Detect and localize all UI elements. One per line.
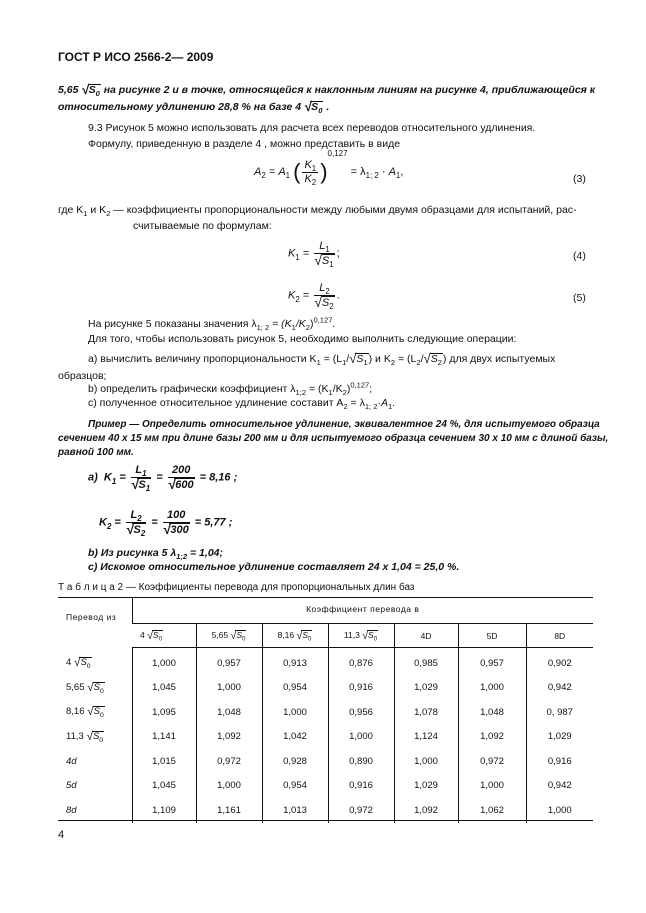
op-a-r1s: 1 [363, 358, 368, 368]
op-a-s2: 2 [390, 358, 396, 368]
column-header-7 [526, 624, 593, 648]
table-cell: 0,972 [328, 798, 394, 823]
row-label-5-coef: 4d [66, 755, 77, 767]
calc-b-sub: 1;2 [176, 552, 188, 562]
eq3-den: K [304, 172, 312, 185]
calc-k2-num: L [130, 509, 138, 521]
fig5-e: . [332, 318, 336, 330]
calc-k2-den: S [133, 523, 141, 536]
column-header-1-radical: √ [147, 629, 153, 642]
row-label [58, 676, 132, 701]
row-label-2-radical: √ [87, 679, 94, 694]
calc-c: c) Искомое относительное удлинение составляет 24 х 1,04 = 25,0 %. [88, 561, 460, 573]
op-a-l2: 2 [416, 358, 421, 368]
calc-k2-fraction: $\frac{L_2}{√S_2}$ [125, 509, 146, 538]
eq4-num: L [319, 240, 326, 252]
table-cell: 0,954 [262, 676, 328, 701]
op-a-slash: / [346, 353, 350, 365]
fig5-c: /K [295, 318, 306, 330]
op-c [88, 397, 396, 412]
column-header-2-label [211, 629, 247, 643]
table-caption: Т а б л и ц а 2 — Коэффициенты перевода для пропорциональных длин баз [58, 582, 415, 593]
table-cell: 1,092 [458, 725, 526, 750]
column-header-3-root: S [302, 629, 308, 640]
table-cell: 0,890 [328, 749, 394, 774]
period: . [326, 101, 330, 113]
column-header-3-label [277, 629, 313, 643]
where-line1 [58, 204, 577, 219]
left-paren: ( [293, 159, 301, 185]
table-cell: 0,942 [526, 676, 593, 701]
conversion-table [58, 598, 593, 823]
row-label-1-root-sub: 0 [86, 662, 91, 670]
column-header-3-radical: √ [296, 629, 303, 642]
calc-k2-fraction2: $\frac{100}{√300}$ [162, 509, 189, 537]
table-cell: 0,913 [262, 648, 328, 676]
column-header-5-label [421, 631, 432, 641]
row-label-3-root: S [93, 706, 100, 718]
eq4-den: S [321, 254, 330, 267]
column-header-3-coef: 8,16 [277, 629, 297, 640]
table-cell: 1,078 [394, 700, 458, 725]
where-line2: считываемые по формулам: [133, 220, 272, 232]
row-label-1-radical: √ [73, 655, 81, 670]
row-label-4-radicand [92, 731, 104, 742]
table-cell: 0,916 [328, 676, 394, 701]
eq5-num: L [319, 282, 326, 294]
op-a-eq2: = (L [395, 353, 417, 365]
table-cell: 1,000 [196, 676, 262, 701]
table-cell: 0,902 [526, 648, 593, 676]
table-cell: 1,042 [262, 725, 328, 750]
table-cell: 1,015 [132, 749, 196, 774]
op-b-c: /K [332, 383, 343, 395]
table-cell: 1,000 [458, 676, 526, 701]
eq5-num-sub: 2 [325, 287, 330, 297]
eq3-comma: , [400, 166, 404, 179]
table-cell: 0,972 [196, 749, 262, 774]
op-a-r1: S [356, 353, 364, 365]
calc-b [88, 547, 223, 562]
table-cell: 0, 987 [526, 700, 593, 725]
row-label-4-root: S [92, 730, 100, 742]
column-header-3 [262, 624, 328, 648]
calc-a-eq2: = [156, 471, 163, 484]
calc-a-num-sub: 1 [142, 469, 147, 479]
eq4-lhs: K [288, 247, 296, 260]
table-cell: 1,000 [132, 648, 196, 676]
table-cell: 1,141 [132, 725, 196, 750]
calc-k2-num2: 100 [163, 509, 190, 523]
row-label [58, 749, 132, 774]
op-c-end: ·A [377, 397, 388, 409]
op-b-end: ; [369, 383, 373, 395]
calc-k2-den2: 300 [170, 523, 189, 536]
row-label-3-root-sub: 0 [100, 712, 104, 720]
eq3-lhs: A [254, 166, 262, 179]
eq4-fraction: $\frac{L_1}{√S_1}$ [314, 240, 334, 269]
eq4-end: ; [336, 247, 340, 260]
op-c-sub2: 1; 2 [364, 402, 378, 412]
table-body [58, 648, 593, 823]
column-header-2-radicand [235, 629, 246, 643]
example-line2: сечением 40 х 15 мм при длине базы 200 мм и для испытуемого образца сечением 30 х 10 мм с длиной базы, [58, 433, 609, 444]
example-line1: Пример — Определить относительное удлинение, эквивалентное 24 %, для испытуемого образца [88, 419, 600, 430]
row-label-2-label [66, 679, 105, 695]
calc-a-label: а) [88, 471, 98, 484]
row-label-1-root: S [80, 657, 87, 669]
row-label [58, 774, 132, 799]
fig5-line1 [88, 315, 336, 333]
equation-5 [288, 282, 340, 309]
row-label-2-coef: 5,65 [66, 681, 88, 693]
where-sub1: 1 [83, 209, 88, 219]
table-cell: 0,876 [328, 648, 394, 676]
column-header-4-label [343, 629, 378, 643]
calc-k2-lhs: K [99, 516, 107, 529]
calc-b-end: = 1,04; [187, 547, 223, 559]
table-row [58, 725, 593, 750]
table-cell: 1,013 [262, 798, 328, 823]
op-c-mid: = λ [347, 397, 365, 409]
table-cell: 1,161 [196, 798, 262, 823]
table-cell: 0,942 [526, 774, 593, 799]
equation-3 [254, 149, 404, 187]
op-b-text: b) определить графически коэффициент λ [88, 383, 296, 395]
calc-a-lhs: K [103, 471, 112, 484]
column-header-2 [196, 624, 262, 648]
top-paragraph-line1 [58, 83, 595, 97]
calc-a-lhs-sub: 1 [111, 476, 117, 486]
column-header-4-radical: √ [362, 629, 369, 642]
op-b-mid: = (K [306, 383, 329, 395]
top-paragraph-line2 [58, 100, 329, 114]
column-header-1-root-sub: 0 [158, 635, 162, 643]
row-label [58, 648, 132, 676]
column-header-7-coef: 8D [554, 630, 566, 641]
calc-a-num2: 200 [168, 464, 195, 478]
eq3-rhs-end: · A [381, 166, 396, 179]
calc-a [88, 464, 237, 491]
eq3-num-sub: 1 [311, 164, 317, 174]
table-row [58, 774, 593, 799]
equation-3-number: (3) [573, 173, 586, 185]
column-header-2-radical: √ [230, 629, 237, 642]
equation-4-number: (4) [573, 250, 586, 262]
column-header-1-coef: 4 [140, 629, 148, 640]
equation-4 [288, 240, 340, 267]
column-header-7-label [554, 631, 565, 641]
column-header-6-label [487, 631, 498, 641]
top-paragraph-text1: на рисунке 2 и в точке, относящейся к наклонным линиям на рисунке 4, приближающейся к [103, 84, 596, 96]
row-label [58, 700, 132, 725]
eq3-fraction [302, 159, 318, 185]
column-header-3-radicand [301, 629, 312, 643]
eq3-num: K [304, 159, 312, 171]
row-label-5-label [66, 756, 77, 767]
row-label-2-radicand [93, 682, 105, 693]
eq5-lhs-sub: 2 [295, 294, 300, 304]
table-cell: 1,092 [196, 725, 262, 750]
row-label-4-label [66, 728, 104, 744]
fig5-exp: 0,127 [313, 315, 333, 325]
fig5-s2: 2 [305, 323, 310, 333]
op-b-s1: 1 [328, 388, 333, 398]
table-cell: 1,045 [132, 676, 196, 701]
column-header-2-root: S [236, 629, 242, 640]
table-cell: 1,000 [328, 725, 394, 750]
op-a-eq1: = (L [320, 353, 343, 365]
table-cell: 1,045 [132, 774, 196, 799]
column-header-5-coef: 4D [420, 630, 432, 641]
row-label-3-coef: 8,16 [66, 706, 88, 718]
calc-a-den: S [138, 478, 146, 491]
eq3-rhs: = λ [350, 166, 366, 179]
root-sub: 0 [95, 89, 100, 99]
eq4-equals: = [302, 247, 310, 260]
row-label-2-root-sub: 0 [100, 687, 104, 695]
column-header-1-radicand [152, 629, 163, 643]
op-c-sub: 2 [343, 402, 348, 412]
row-label [58, 725, 132, 750]
table-cell: 1,000 [526, 798, 593, 823]
op-b-exp: 0,127 [350, 380, 370, 390]
column-header-4-root-sub: 0 [373, 635, 378, 643]
calc-a-eq: = [119, 471, 126, 484]
table-cell: 1,000 [394, 749, 458, 774]
row-label-1-coef: 4 [66, 657, 74, 669]
where-sub2: 2 [106, 209, 111, 219]
eq4-num-sub: 1 [325, 245, 330, 255]
calc-a-fraction: $\frac{L_1}{√S_1}$ [130, 464, 151, 493]
row-label-4-root-sub: 0 [99, 736, 104, 744]
table-row [58, 798, 593, 823]
fig5-line2: Для того, чтобы использовать рисунок 5, необходимо выполнить следующие операции: [88, 333, 517, 345]
op-a-r2s: 2 [437, 358, 442, 368]
where-c: — коэффициенты пропорциональности между любыми двумя образцами для испытаний, рас- [110, 204, 577, 216]
eq3-exponent: 0,127 [327, 149, 348, 159]
eq3-lhs-sub: 2 [261, 171, 266, 181]
example-line3: равной 100 мм. [58, 447, 134, 458]
op-b [88, 380, 373, 398]
where-a: где K [58, 204, 84, 216]
calc-a-result: = 8,16 ; [199, 471, 238, 484]
fig5-d: ) [310, 318, 314, 330]
top-paragraph-text2: относительному удлинению 28,8 % на базе 4 [58, 101, 302, 113]
eq5-den: S [321, 296, 330, 309]
table-cell: 0,985 [394, 648, 458, 676]
op-a-end: ) для двух испытуемых [442, 353, 556, 365]
row-label-4-radical: √ [86, 728, 93, 743]
calc-k2-eq: = [114, 516, 121, 529]
table-cell: 0,972 [458, 749, 526, 774]
column-header-6 [458, 624, 526, 648]
op-a-l1: 1 [342, 358, 347, 368]
row-label-7-label [66, 805, 77, 816]
table-cell: 0,956 [328, 700, 394, 725]
eq3-a-sub: 1 [285, 171, 291, 181]
table-cell: 1,048 [458, 700, 526, 725]
table-cell: 1,000 [196, 774, 262, 799]
op-a-text: a) вычислить величину пропорциональности K [88, 353, 317, 365]
op-a-r2: S [430, 353, 438, 365]
eq5-den-sub: 2 [329, 301, 334, 311]
equation-5-number: (5) [573, 292, 586, 304]
row-label [58, 798, 132, 823]
page-number: 4 [58, 829, 65, 841]
eq4-lhs-sub: 1 [295, 252, 300, 262]
table-row [58, 700, 593, 725]
fig5-sub: 1; 2 [256, 323, 270, 333]
table-cell: 1,000 [262, 700, 328, 725]
eq3-equals: = [268, 166, 276, 179]
table-cell: 0,916 [526, 749, 593, 774]
section-93-line2: Формулу, приведенную в разделе 4 , можно представить в виде [88, 138, 401, 150]
eq4-den-sub: 1 [329, 259, 334, 269]
eq3-rhs-end-sub: 1 [395, 171, 401, 181]
root-sub: 0 [318, 106, 323, 116]
table-cell: 1,029 [394, 676, 458, 701]
row-label-3-radicand [93, 706, 105, 720]
group-header: Коэффициент перевода в [132, 598, 593, 624]
row-label-3-label [66, 704, 105, 720]
row-label-2-root: S [93, 681, 100, 693]
sqrt-s0: $√S_0$ [81, 82, 100, 99]
eq3-den-sub: 2 [311, 177, 317, 187]
column-header-2-coef: 5,65 [211, 629, 231, 640]
row-header: Перевод из [66, 612, 117, 622]
column-header-4-coef: 11,3 [343, 629, 363, 640]
calc-k2 [99, 509, 232, 536]
eq5-equals: = [302, 289, 310, 302]
table-cell: 1,062 [458, 798, 526, 823]
op-b-s2: 2 [342, 388, 347, 398]
column-header-2-root-sub: 0 [242, 635, 246, 643]
calc-k2-lhs-sub: 2 [106, 521, 112, 531]
row-label-6-coef: 5d [66, 780, 77, 792]
table-cell: 0,957 [458, 648, 526, 676]
column-header-5 [394, 624, 458, 648]
section-93-line1: 9.3 Рисунок 5 можно использовать для расчета всех переводов относительного удлинения. [88, 122, 536, 134]
op-c-end-sub: 1 [387, 402, 393, 412]
table-cell: 1,124 [394, 725, 458, 750]
calc-k2-num-sub: 2 [137, 514, 142, 524]
op-c-text: c) полученное относительное удлинение составит A [88, 397, 344, 409]
fig5-b: = (K [269, 318, 292, 330]
table-row [58, 749, 593, 774]
table-cell: 0,928 [262, 749, 328, 774]
op-c-dot: . [392, 397, 396, 409]
op-a-slash2: / [420, 353, 424, 365]
row-label-1-label [66, 657, 92, 668]
row-label-4-coef: 11,3 [66, 730, 87, 742]
table-cell: 1,048 [196, 700, 262, 725]
calc-k2-eq2: = [151, 516, 158, 529]
calc-k2-result: = 5,77 ; [194, 516, 233, 529]
column-header-4-radicand [367, 629, 378, 643]
eq3-rhs-sub: 1; 2 [365, 171, 379, 181]
where-b: и K [87, 204, 107, 216]
table-cell: 0,957 [196, 648, 262, 676]
table-cell: 1,029 [394, 774, 458, 799]
calc-b-text: b) Из рисунка 5 λ [88, 547, 177, 559]
right-paren: ) [320, 159, 328, 185]
eq3-a: A [278, 166, 286, 179]
column-header-6-coef: 5D [486, 630, 498, 641]
table-row [58, 648, 593, 676]
column-header-1-label [140, 629, 163, 643]
calc-a-den-sub: 1 [145, 483, 151, 493]
calc-k2-den-sub: 2 [140, 528, 146, 538]
row-label-1-radicand [79, 657, 91, 668]
table-cell: 1,095 [132, 700, 196, 725]
calc-a-fraction2: $\frac{200}{√600}$ [167, 464, 194, 492]
op-a-mid: ) и K [368, 353, 391, 365]
table-cell: 1,092 [394, 798, 458, 823]
row-label-6-label [66, 780, 77, 791]
eq5-fraction: $\frac{L_2}{√S_2}$ [314, 282, 334, 311]
table-cell: 0,916 [328, 774, 394, 799]
eq5-end: . [336, 289, 340, 302]
op-a-line2: образцов; [58, 370, 107, 382]
op-b-d: ) [346, 383, 351, 395]
table-cell: 1,109 [132, 798, 196, 823]
op-a-s1: 1 [316, 358, 321, 368]
sqrt-s0-b: $√S_0$ [303, 99, 323, 116]
root-s: S [88, 84, 96, 96]
root-s: S [311, 101, 319, 113]
op-a-line1: a) вычислить величину пропорциональности $K_1 = (L_1/√S_1)$ и $K_2 = (L_2/√S_2)$ для двух испытуемых [88, 351, 556, 368]
table-cell: 0,954 [262, 774, 328, 799]
column-header-4-root: S [368, 629, 374, 640]
fig5-a: На рисунке 5 показаны значения λ [88, 318, 257, 330]
table-cell: 1,000 [458, 774, 526, 799]
row-label-7-coef: 8d [66, 804, 77, 816]
document-header: ГОСТ Р ИСО 2566-2— 2009 [58, 50, 214, 64]
table-cell: 1,029 [526, 725, 593, 750]
value-565: 5,65 [58, 84, 79, 96]
fig5-s1: 1 [291, 323, 296, 333]
row-label-3-radical: √ [87, 704, 94, 719]
column-header-4 [328, 624, 394, 648]
column-header-3-root-sub: 0 [308, 635, 312, 643]
table-row [58, 676, 593, 701]
column-header-1-root: S [152, 629, 159, 640]
eq5-lhs: K [288, 289, 296, 302]
column-header-1 [132, 624, 196, 648]
op-b-sub: 1;2 [295, 388, 307, 398]
calc-a-num: L [135, 464, 143, 476]
column-header-row [58, 624, 593, 648]
calc-a-den2: 600 [175, 478, 194, 491]
